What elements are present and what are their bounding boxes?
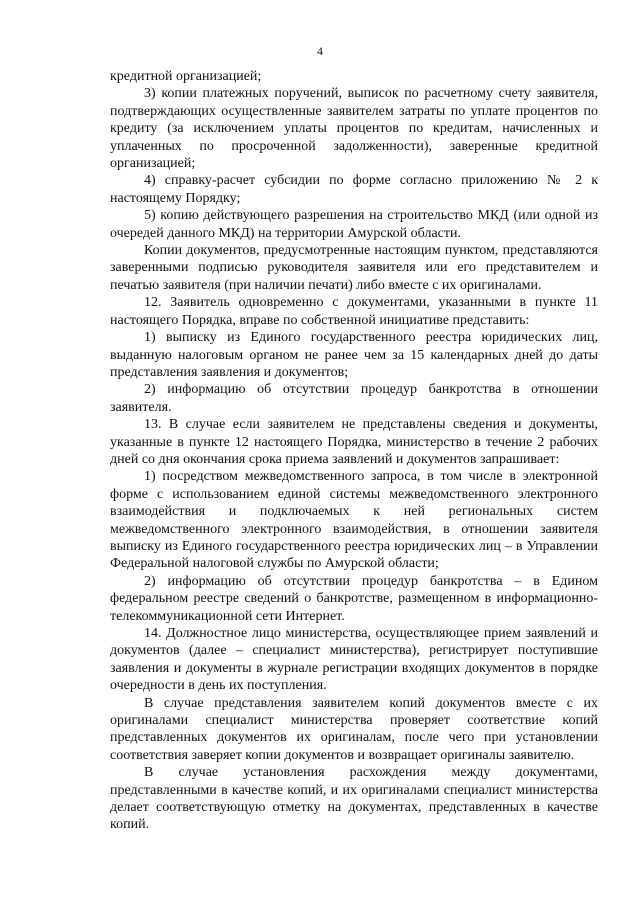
paragraph-clause-14: 14. Должностное лицо министерства, осуществляющее прием заявлений и документов (далее – специалист министерства), регистрирует поступившие заявления и документы в журнале регистрации входящих документов в порядке очередности в день их поступления. — [110, 626, 598, 694]
paragraph-copies-verification: В случае представления заявителем копий документов вместе с их оригиналами специалист министерства проверяет соответствие копий представленных документов их оригиналам, после чего при установлении соответствия заверяет копии документов и возвращает оригиналы заявителю. — [110, 695, 598, 763]
paragraph-clause-12: 12. Заявитель одновременно с документами, указанными в пункте 11 настоящего Порядка, вправе по собственной инициативе представить: — [110, 295, 598, 328]
paragraph-clause-13-item-1: 1) посредством межведомственного запроса, в том числе в электронной форме с использованием единой системы межведомственного электронного взаимодействия и подключаемых к ней региональных систем межведомственного электронного взаимодействия, в отношении заявителя выписку из Единого государственного реестра юридических лиц – в Управлении Федеральной налоговой службы по Амурской области; — [110, 469, 598, 572]
paragraph-discrepancy-note: В случае установления расхождения между документами, представленными в качестве копий, и их оригиналами специалист министерства делает соответствующую отметку на документах, представленных в качестве копий. — [110, 765, 598, 833]
paragraph-item-4: 4) справку-расчет субсидии по форме согласно приложению № 2 к настоящему Порядку; — [110, 173, 598, 206]
paragraph-clause-12-item-1: 1) выписку из Единого государственного реестра юридических лиц, выданную налоговым органом не ранее чем за 15 календарных дней до даты представления заявления и документов; — [110, 330, 598, 380]
paragraph-item-5: 5) копию действующего разрешения на строительство МКД (или одной из очередей данного МКД) на территории Амурской области. — [110, 208, 598, 241]
paragraph-continuation: кредитной организацией; — [110, 69, 262, 84]
document-body — [110, 68, 598, 834]
page-number: 4 — [317, 44, 323, 58]
paragraph-clause-13: 13. В случае если заявителем не представлены сведения и документы, указанные в пункте 12 настоящего Порядка, министерство в течение 2 рабочих дней со дня окончания срока приема заявлений и документов запрашивает: — [110, 417, 598, 467]
paragraph-item-3: 3) копии платежных поручений, выписок по расчетному счету заявителя, подтверждающих осуществленные заявителем затраты по уплате процентов по кредиту (за исключением уплаты процентов по кредитам, начисленных и уплаченных по просроченной задолженности), заверенные кредитной организацией; — [110, 86, 598, 172]
paragraph-clause-13-item-2: 2) информацию об отсутствии процедур банкротства – в Едином федеральном реестре сведений о банкротстве, размещенном в информационно-телекоммуникационной сети Интернет. — [110, 573, 598, 624]
paragraph-copies-note: Копии документов, предусмотренные настоящим пунктом, представляются заверенными подписью руководителя заявителя или его представителем и печатью заявителя (при наличии печати) либо вместе с их оригиналами. — [110, 243, 598, 293]
paragraph-clause-12-item-2: 2) информацию об отсутствии процедур банкротства в отношении заявителя. — [110, 382, 598, 415]
